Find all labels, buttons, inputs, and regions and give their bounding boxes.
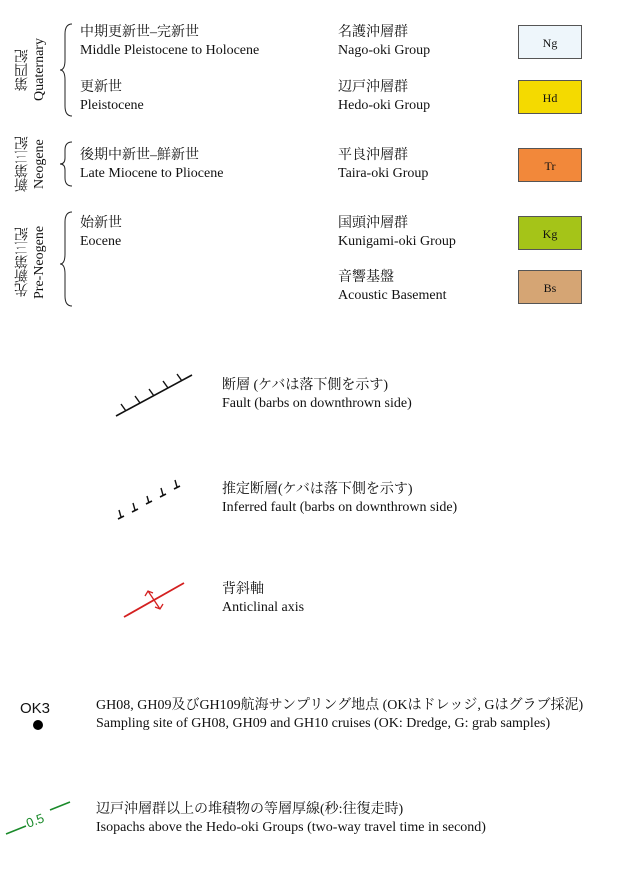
age-jp: 中期更新世–完新世 — [80, 25, 199, 40]
fault-barb — [177, 374, 182, 381]
brace-pre-neogene — [60, 212, 72, 306]
swatch-hd: Hd — [518, 80, 582, 114]
era-label-quaternary — [14, 25, 48, 115]
era-neogene-jp: 新第三紀 — [15, 136, 30, 192]
inferred-fault-barb — [175, 480, 177, 487]
inferred-fault-barb — [161, 488, 163, 495]
group-en: Taira-oki Group — [338, 166, 429, 181]
isopach-legend-text — [96, 801, 486, 837]
sampling-legend-text — [96, 697, 583, 733]
age-late-miocene-pliocene — [80, 147, 223, 183]
age-eocene — [80, 215, 122, 251]
isopach-en: Isopachs above the Hedo-oki Groups (two-way travel time in second) — [96, 820, 486, 835]
age-pleistocene — [80, 79, 144, 115]
fault-legend-text — [222, 377, 412, 413]
group-en: Hedo-oki Group — [338, 98, 431, 113]
isopach-symbol — [4, 800, 72, 836]
isopach-line-upper — [50, 802, 70, 810]
era-braces — [58, 22, 78, 322]
inferred-fault-barb — [133, 503, 135, 510]
group-jp: 名護沖層群 — [338, 25, 408, 40]
anticline-legend-text — [222, 581, 304, 617]
brace-neogene — [60, 142, 72, 186]
isopach-marker-label: 0.5 — [23, 810, 47, 831]
era-pre-neogene-en: Pre-Neogene — [32, 225, 47, 299]
age-jp: 更新世 — [80, 80, 122, 95]
isopach-line-lower — [6, 826, 26, 834]
fault-barb — [163, 381, 168, 388]
inferred-fault-symbol — [114, 477, 194, 522]
age-jp: 始新世 — [80, 216, 122, 231]
era-quaternary-jp: 第四紀 — [15, 49, 30, 91]
inferred-fault-jp: 推定断層(ケバは落下側を示す) — [222, 482, 413, 497]
group-jp: 辺戸沖層群 — [338, 80, 408, 95]
era-pre-neogene-jp: 先新第三紀 — [15, 227, 30, 297]
inferred-fault-barb — [119, 510, 121, 517]
fault-en: Fault (barbs on downthrown side) — [222, 396, 412, 411]
group-taira-oki — [338, 147, 428, 183]
fault-barb — [121, 404, 126, 411]
age-en: Eocene — [80, 234, 122, 249]
anticline-arrow-shaft — [148, 591, 160, 609]
fault-barb — [149, 389, 154, 396]
sampling-jp: GH08, GH09及びGH109航海サンプリング地点 (OKはドレッジ, Gはグラブ採泥) — [96, 698, 584, 713]
sampling-dot-icon — [32, 719, 44, 731]
age-en: Middle Pleistocene to Holocene — [80, 43, 260, 58]
group-en: Kunigami-oki Group — [338, 234, 456, 249]
age-jp: 後期中新世–鮮新世 — [80, 148, 199, 163]
fault-jp: 断層 (ケバは落下側を示す) — [222, 378, 388, 393]
inferred-fault-barb — [147, 496, 149, 503]
swatch-kg: Kg — [518, 216, 582, 250]
isopach-jp: 辺戸沖層群以上の堆積物の等層厚線(秒:往復走時) — [96, 802, 404, 817]
group-en: Nago-oki Group — [338, 43, 431, 58]
fault-barb — [135, 396, 140, 403]
swatch-ng: Ng — [518, 25, 582, 59]
group-kunigami-oki — [338, 215, 456, 251]
group-jp: 音響基盤 — [338, 270, 394, 285]
anticline-jp: 背斜軸 — [222, 582, 264, 597]
group-acoustic-basement — [338, 269, 446, 305]
sampling-dot — [33, 720, 43, 730]
group-hedo-oki — [338, 79, 430, 115]
sampling-marker-label: OK3 — [20, 700, 51, 717]
age-en: Pleistocene — [80, 98, 144, 113]
swatch-tr: Tr — [518, 148, 582, 182]
group-en: Acoustic Basement — [338, 288, 447, 303]
anticline-symbol — [122, 580, 192, 620]
era-label-pre-neogene — [14, 212, 48, 312]
swatch-bs: Bs — [518, 270, 582, 304]
brace-quaternary — [60, 24, 72, 116]
inferred-fault-legend-text — [222, 481, 457, 517]
group-jp: 国頭沖層群 — [338, 216, 408, 231]
anticline-en: Anticlinal axis — [222, 600, 305, 615]
era-quaternary-en: Quaternary — [32, 38, 47, 102]
era-label-neogene — [14, 133, 48, 195]
age-middle-pleistocene-holocene — [80, 24, 259, 60]
sampling-en: Sampling site of GH08, GH09 and GH10 cruises (OK: Dredge, G: grab samples) — [96, 716, 551, 731]
inferred-fault-en: Inferred fault (barbs on downthrown side) — [222, 500, 458, 515]
group-nago-oki — [338, 24, 430, 60]
fault-symbol — [114, 373, 194, 418]
era-neogene-en: Neogene — [32, 139, 47, 189]
age-en: Late Miocene to Pliocene — [80, 166, 224, 181]
group-jp: 平良沖層群 — [338, 148, 408, 163]
